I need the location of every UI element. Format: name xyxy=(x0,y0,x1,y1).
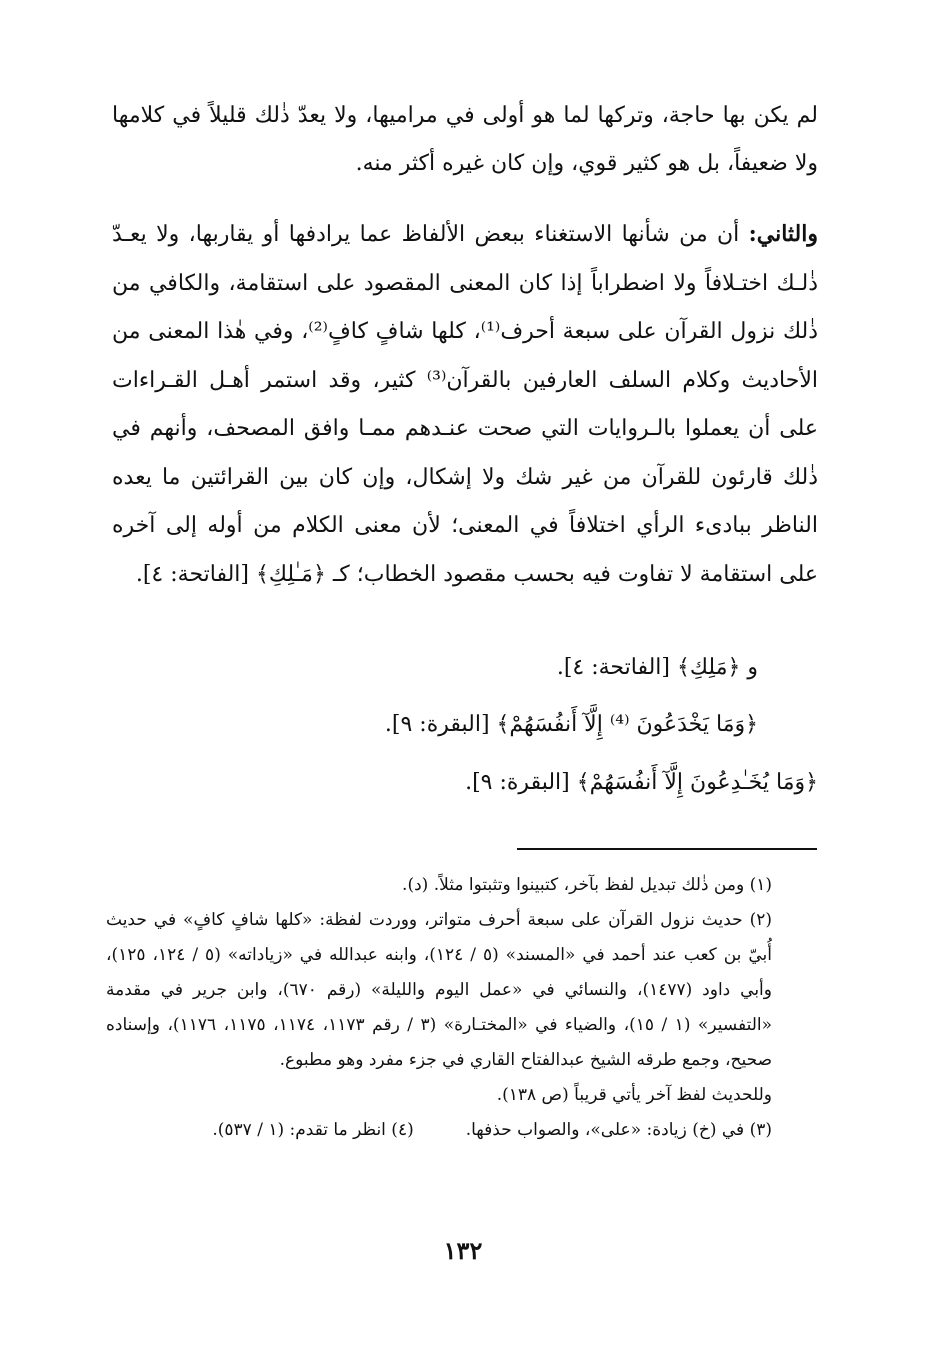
paragraph-second-point xyxy=(112,210,818,599)
verse-yukhadioon: ﴿وَمَا يُخَـٰدِعُونَ إِلَّآ أَنفُسَهُمْ﴾ [البقرة: ٩]. xyxy=(465,770,818,795)
footnotes-3-4-row xyxy=(106,1113,818,1148)
footnote-1: (١) ومن ذٰلك تبديل لفظ بآخر، كتبينوا وتثبتوا مثلاً. (د). xyxy=(402,875,772,895)
page-number: ١٣٢ xyxy=(443,1236,483,1265)
footnote-4: (٤) انظر ما تقدم: (١ / ٥٣٧). xyxy=(212,1120,414,1140)
paragraph-body: أن من شأنها الاستغناء ببعض الألفاظ عما يرادفها أو يقاربها، ولا يعـدّ ذٰلـك اختـلافاً ولا اضطراباً إذا كان المعنى المقصود على استقامة، والكافي من ذٰلك نزول القرآن على سبعة أحرف⁽¹⁾، كلها شافٍ كافٍ⁽²⁾، وفي هٰذا المعنى من الأحاديث وكلام السلف العارفين بالقرآن⁽³⁾ كثير، وقد استمر أهـل القـراءات على أن يعملوا بالـروايات التي صحت عنـدهم ممـا وافق المصحف، وأنهم في ذٰلك قارئون للقرآن من غير شك ولا إشكال، وإن كان بين القرائتين ما يعده الناظر ببادىء الرأي اختلافاً في المعنى؛ لأن معنى الكلام من أوله إلى آخره على استقامة لا تفاوت فيه بحسب مقصود الخطاب؛ كـ ﴿مَـٰلِكِ﴾ [الفاتحة: ٤]. xyxy=(112,222,818,587)
footnote-separator xyxy=(517,848,817,850)
footnotes xyxy=(106,868,818,1148)
footnote-2: (٢) حديث نزول القرآن على سبعة أحرف متواتر، ووردت لفظة: «كلها شافٍ كافٍ» في حديث أُبيّ بن كعب عند أحمد في «المسند» (٥ / ١٢٤)، وابنه عبدالله في «زياداته» (٥ / ١٢٤، ١٢٥)، وأبي داود (١٤٧٧)، والنسائي في «عمل اليوم والليلة» (رقم ٦٧٠)، وابن جرير في مقدمة «التفسير» (١ / ١٥)، والضياء في «المختـارة» (٣ / رقم ١١٧٣، ١١٧٤، ١١٧٥، ١١٧٦)، وإسناده صحيح، وجمع طرقه الشيخ عبدالفتاح القاري في جزء مفرد وهو مطبوع. xyxy=(106,910,773,1070)
paragraph-continuation: لم يكن بها حاجة، وتركها لما هو أولى في مراميها، ولا يعدّ ذٰلك قليلاً في كلامها ولا ضعيفاً، بل هو كثير قوي، وإن كان غيره أكثر منه. xyxy=(112,103,818,176)
verse-yakhdaoon: ﴿وَمَا يَخْدَعُونَ ⁽⁴⁾ إِلَّآ أَنفُسَهُمْ﴾ [البقرة: ٩]. xyxy=(384,712,758,737)
verse-maliki: و ﴿مَلِكِ﴾ [الفاتحة: ٤]. xyxy=(556,655,758,680)
paragraph-lead-word: والثاني: xyxy=(748,221,818,247)
footnote-3: (٣) في (خ) زيادة: «على»، والصواب حذفها. xyxy=(465,1120,772,1140)
footnote-2-continuation: وللحديث لفظ آخر يأتي قريباً (ص ١٣٨). xyxy=(496,1085,772,1105)
